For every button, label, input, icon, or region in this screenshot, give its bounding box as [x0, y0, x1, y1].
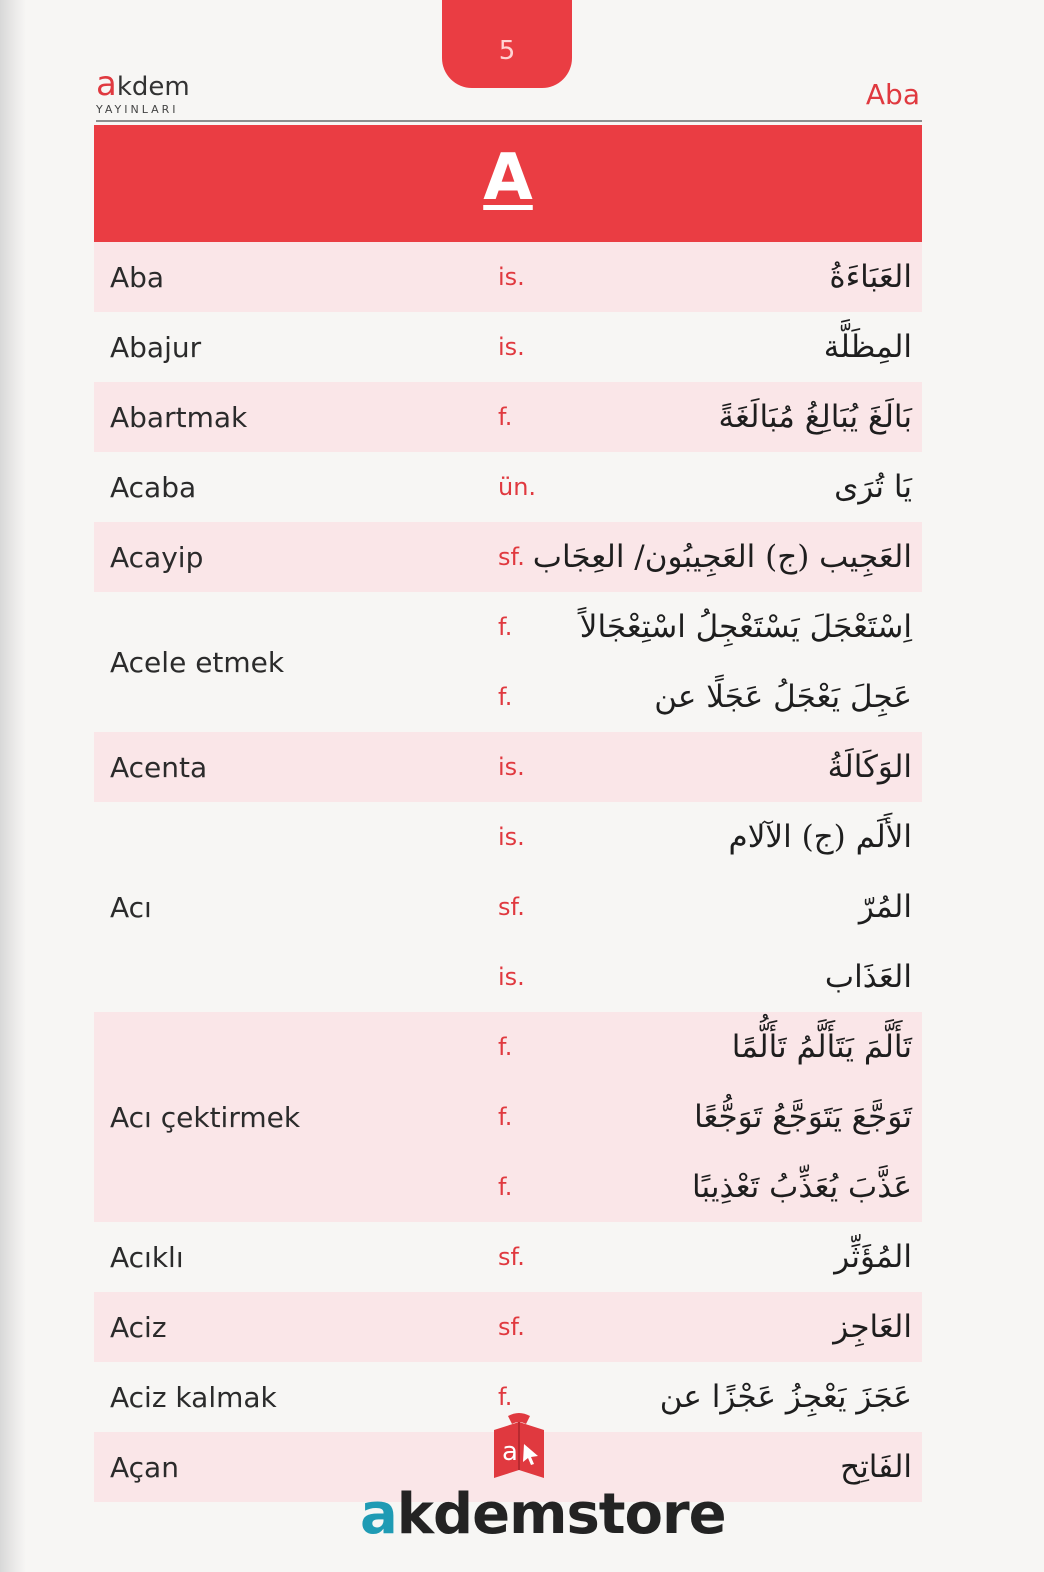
entry-sense [94, 382, 922, 452]
dictionary-entry [94, 452, 922, 522]
section-letter: A [483, 141, 533, 215]
watermark-text [360, 1482, 726, 1547]
watermark-logo [360, 1412, 726, 1547]
part-of-speech: f. [498, 1173, 513, 1201]
arabic-translation: الوَكَالَةُ [827, 749, 912, 785]
page-number: 5 [498, 36, 516, 66]
arabic-translation: اِسْتَعْجَلَ يَسْتَعْجِلُ اسْتِعْجَالاً [579, 609, 912, 645]
entry-sense [94, 242, 922, 312]
part-of-speech: ün. [498, 473, 537, 501]
arabic-translation: عَذَّبَ يُعَذِّبُ تَعْذِيبًا [692, 1169, 912, 1205]
arabic-translation: تَأَلَّمَ يَتَأَلَّمُ تَأَلُّمًا [731, 1029, 912, 1065]
part-of-speech: sf. [498, 1313, 525, 1341]
dictionary-entry [94, 732, 922, 802]
part-of-speech: is. [498, 963, 525, 991]
arabic-translation: بَالَغَ يُبَالِغُ مُبَالَغَةً [718, 399, 912, 435]
entry-term: Abajur [110, 330, 202, 364]
dictionary-entry [94, 802, 922, 1012]
part-of-speech: f. [498, 1383, 513, 1411]
dictionary-entry [94, 522, 922, 592]
publisher-logo-accent: a [96, 64, 117, 104]
entry-sense [94, 1292, 922, 1362]
arabic-translation: عَجَزَ يَعْجِزُ عَجْزًا عن [659, 1379, 912, 1415]
book-cart-icon [486, 1412, 552, 1484]
entry-sense [94, 732, 922, 802]
entry-sense [94, 522, 922, 592]
entry-sense [94, 1012, 922, 1082]
arabic-translation: العَاجِز [833, 1309, 912, 1345]
entry-sense [94, 592, 922, 662]
part-of-speech: sf. [498, 1243, 525, 1271]
publisher-logo [96, 64, 190, 116]
part-of-speech: is. [498, 263, 525, 291]
part-of-speech: f. [498, 683, 513, 711]
header-rule [96, 120, 922, 122]
entry-term: Acayip [110, 540, 204, 574]
entry-term: Aciz kalmak [110, 1380, 277, 1414]
arabic-translation: العَبَاءَةُ [829, 259, 912, 295]
entry-term: Acenta [110, 750, 208, 784]
part-of-speech: is. [498, 823, 525, 851]
arabic-translation: المُؤَثِّر [834, 1239, 912, 1275]
part-of-speech: f. [498, 1103, 513, 1131]
entry-term: Aciz [110, 1310, 167, 1344]
watermark-name: kdemstore [396, 1482, 726, 1547]
dictionary-entry [94, 1222, 922, 1292]
arabic-translation: الأَلَم (ج) الآلام [728, 819, 912, 855]
entry-sense [94, 452, 922, 522]
arabic-translation: المُرّ [858, 889, 912, 925]
arabic-translation: تَوَجَّعَ يَتَوَجَّعُ تَوَجُّعًا [694, 1099, 912, 1135]
dictionary-entry [94, 1012, 922, 1222]
dictionary-entry [94, 312, 922, 382]
part-of-speech: f. [498, 613, 513, 641]
page-number-tab [442, 0, 572, 88]
part-of-speech: sf. [498, 893, 525, 921]
book-icon-letter: a [502, 1437, 518, 1467]
dictionary-entry [94, 1292, 922, 1362]
entry-sense [94, 942, 922, 1012]
arabic-translation: يَا تُرَى [834, 469, 912, 505]
arabic-translation: العَذَاب [824, 959, 912, 995]
part-of-speech: f. [498, 1033, 513, 1061]
dictionary-entries [94, 242, 922, 1502]
arabic-translation: العَجِيب (ج) العَجِيبُون/ العِجَاب [532, 539, 912, 575]
entry-term: Acı çektirmek [110, 1100, 301, 1134]
entry-term: Acıklı [110, 1240, 184, 1274]
running-head: Aba [865, 78, 920, 111]
publisher-logo-wordmark [96, 64, 190, 104]
publisher-logo-subtitle: YAYINLARI [96, 103, 179, 116]
dictionary-entry [94, 592, 922, 732]
part-of-speech: is. [498, 333, 525, 361]
arabic-translation: الفَاتِح [840, 1449, 912, 1485]
entry-sense [94, 1222, 922, 1292]
section-letter-band [94, 125, 922, 242]
entry-term: Açan [110, 1450, 179, 1484]
entry-term: Acele etmek [110, 645, 285, 679]
entry-term: Aba [110, 260, 165, 294]
part-of-speech: f. [498, 403, 513, 431]
entry-sense [94, 662, 922, 732]
entry-term: Acı [110, 890, 152, 924]
dictionary-entry [94, 382, 922, 452]
arabic-translation: عَجِلَ يَعْجَلُ عَجَلًا عن [654, 679, 912, 715]
publisher-logo-name: kdem [116, 72, 190, 102]
entry-sense [94, 312, 922, 382]
arabic-translation: المِظَلَّة [823, 329, 912, 365]
watermark-accent: a [360, 1482, 397, 1547]
entry-term: Abartmak [110, 400, 248, 434]
part-of-speech: sf. [498, 543, 525, 571]
entry-term: Acaba [110, 470, 197, 504]
entry-sense [94, 802, 922, 872]
entry-sense [94, 1152, 922, 1222]
entry-sense [94, 872, 922, 942]
entry-sense [94, 1082, 922, 1152]
page-gutter-shadow [0, 0, 26, 1572]
dictionary-entry [94, 242, 922, 312]
part-of-speech: is. [498, 753, 525, 781]
